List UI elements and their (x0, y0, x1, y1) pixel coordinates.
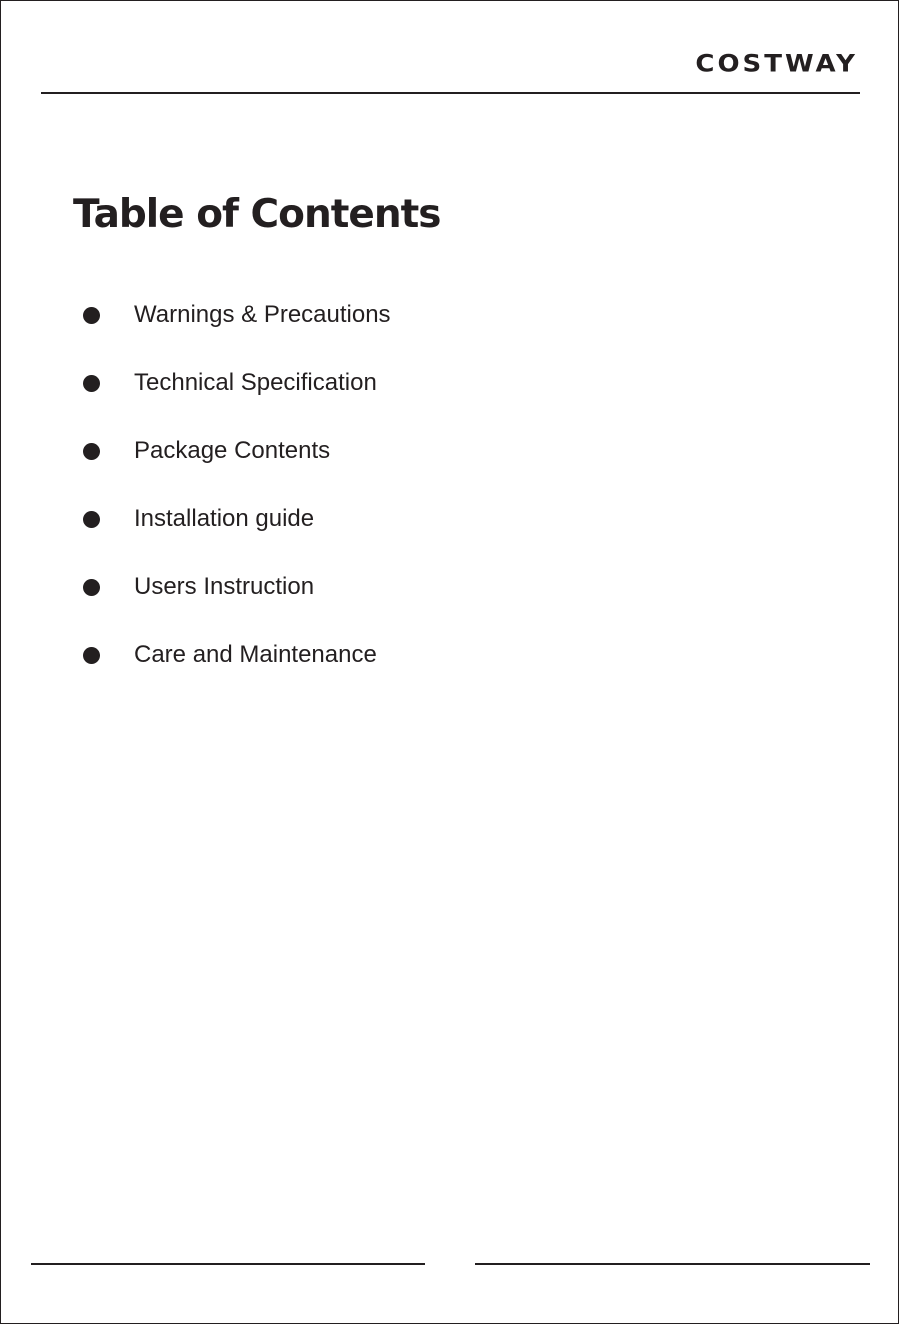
toc-item-label: Package Contents (134, 437, 331, 464)
toc-item-label: Technical Specification (134, 369, 377, 396)
bullet-icon (83, 647, 100, 664)
toc-item-label: Installation guide (134, 505, 315, 532)
toc-item-installation-guide (83, 485, 391, 553)
brand-logo: COSTWAY (695, 50, 858, 78)
toc-item-warnings (83, 281, 391, 349)
toc-item-care-maintenance (83, 621, 391, 689)
bullet-icon (83, 443, 100, 460)
bullet-icon (83, 307, 100, 324)
toc-item-label: Warnings & Precautions (134, 301, 391, 328)
toc-item-label: Users Instruction (134, 573, 315, 600)
footer-divider-left (31, 1263, 425, 1265)
bullet-icon (83, 511, 100, 528)
header-divider (41, 92, 860, 94)
toc-item-technical-specification (83, 349, 391, 417)
toc-item-users-instruction (83, 553, 391, 621)
page-title: Table of Contents (73, 192, 441, 237)
toc-item-package-contents (83, 417, 391, 485)
bullet-icon (83, 579, 100, 596)
footer-divider-right (475, 1263, 870, 1265)
bullet-icon (83, 375, 100, 392)
toc-list (83, 281, 391, 689)
toc-item-label: Care and Maintenance (134, 641, 377, 668)
